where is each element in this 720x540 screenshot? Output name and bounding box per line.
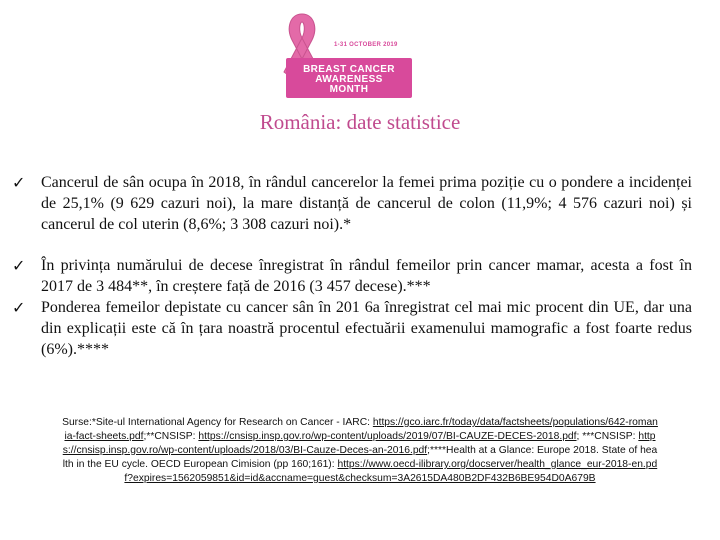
list-item: [12, 255, 692, 297]
source-link-cnsisp-2018[interactable]: https://cnsisp.insp.gov.ro/wp-content/uploads/2019/07/BI-CAUZE-DECES-2018.pdf: [198, 431, 577, 442]
logo-line-2: AWARENESS: [315, 74, 383, 85]
list-item-text: Ponderea femeilor depistate cu cancer sân în 201 6a înregistrat cel mai mic procent din UE, dar una din explicații este că în țara noastră procentul efectuării examenului mamografic a fost foarte redus (6%).****: [41, 299, 692, 358]
checkmark-icon: ✓: [12, 173, 26, 192]
list-item: [12, 172, 692, 235]
statistics-list: [12, 172, 692, 380]
list-item-text: Cancerul de sân ocupa în 2018, în rândul cancerelor la femei prima poziție cu o pondere a incidenței de 25,1% (9 629 cazuri noi), la mare distanță de cancerul de colon (11,9%; 4 576 cazuri noi) și cancerul de col uterin (8,6%; 3 308 cazuri noi).*: [41, 174, 692, 233]
source-link-iarc[interactable]: https://gco.iarc.fr/today/data/factsheets/populations/642-romania-fact-sheets.pdf: [64, 417, 658, 442]
source-link-cnsisp-2016[interactable]: https://cnsisp.insp.gov.ro/wp-content/uploads/2018/03/BI-Cauze-Deces-an-2016.pdf: [62, 431, 656, 456]
checkmark-icon: ✓: [12, 256, 26, 275]
logo-date: 1-31 OCTOBER 2019: [334, 42, 398, 48]
logo-line-3: MONTH: [329, 84, 369, 95]
source-link-oecd[interactable]: https://www.oecd-ilibrary.org/docserver/health_glance_eur-2018-en.pdf?expires=1562059851&id=id&accname=guest&checksum=3A2615DA480B2DF432B6BE954D0A679B: [124, 459, 658, 484]
list-item: [12, 297, 692, 360]
checkmark-icon: ✓: [12, 298, 26, 317]
sources-lead: Surse:*Site-ul International Agency for Research on Cancer - IARC:: [62, 417, 373, 428]
logo-banner: [286, 58, 412, 98]
sources-sep: ;**CNSISP:: [143, 431, 199, 442]
list-item-text: În privința numărului de decese înregistrat în rândul femeilor prin cancer mamar, acesta a fost în 2017 de 3 484**, în creștere față de 2016 (3 457 decese).***: [41, 257, 692, 295]
logo-line-1: BREAST CANCER: [303, 64, 395, 75]
sources-sep: ;****Health at a Glance: Europe 2018. State of health in the EU cycle. OECD European Cimision (pp 160;161):: [62, 445, 658, 470]
page-title: România: date statistice: [259, 110, 461, 134]
sources-sep: ; ***CNSISP:: [576, 431, 639, 442]
breast-cancer-awareness-logo: [272, 6, 416, 98]
sources-footnote: [62, 416, 658, 486]
